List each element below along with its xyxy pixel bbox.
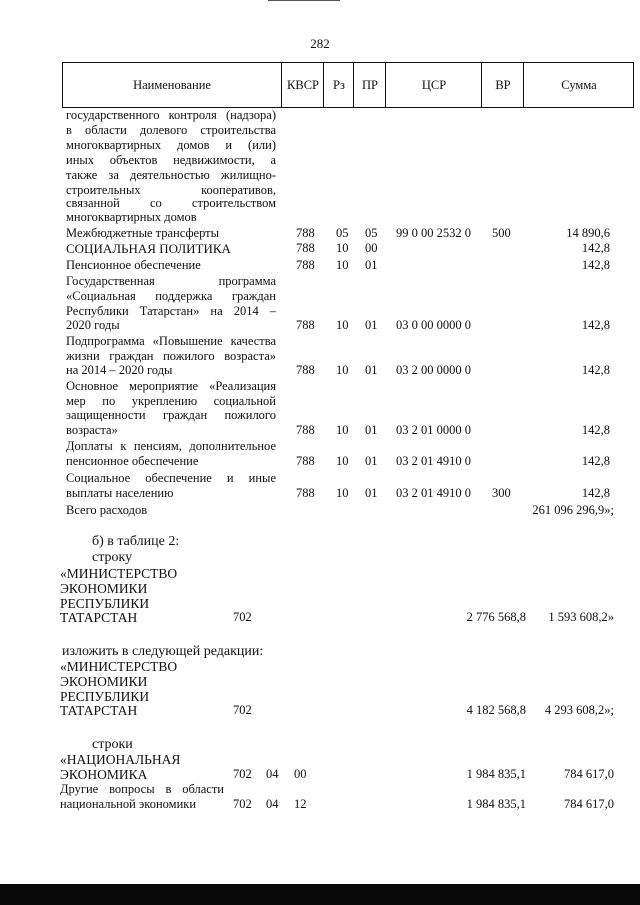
scan-border: [0, 884, 640, 905]
cell-rz: 10: [336, 486, 349, 500]
cell-rz: 10: [336, 241, 349, 255]
row-name: пенсионное обеспечение: [66, 454, 199, 468]
header-pr: ПР: [353, 63, 386, 107]
cell-vr: 300: [492, 486, 511, 500]
section-intro: б) в таблице 2:: [92, 534, 180, 549]
cell-pr: 01: [365, 363, 378, 377]
header-vr: ВР: [481, 63, 524, 107]
other-value-2: 784 617,0: [564, 797, 614, 811]
cell-rz: 10: [336, 258, 349, 272]
row-name: Республики Татарстан» на 2014 –: [66, 304, 276, 318]
name-line: государственного контроля (надзора): [66, 108, 276, 122]
row-name: Социальное обеспечение и иные: [66, 471, 276, 485]
nat-pr: 00: [294, 767, 307, 781]
name-line: многоквартирных домов и (или): [66, 138, 276, 152]
total-value: 261 096 296,9»;: [532, 503, 614, 517]
new-name-line: «МИНИСТЕРСТВО: [60, 659, 178, 674]
row-name: Основное мероприятие «Реализация: [66, 379, 276, 393]
cell-kvsr: 788: [296, 226, 315, 240]
cell-rz: 10: [336, 454, 349, 468]
cell-pr: 01: [365, 423, 378, 437]
row-name: «Социальная поддержка граждан: [66, 289, 276, 303]
scan-line: [310, 0, 332, 1]
cell-rz: 10: [336, 363, 349, 377]
nat-value-1: 1 984 835,1: [466, 767, 526, 781]
cell-csr: 03 2 01 4910 0: [396, 486, 471, 500]
cell-sum: 142,8: [581, 423, 610, 437]
cell-pr: 01: [365, 258, 378, 272]
cell-csr: 03 2 01 0000 0: [396, 423, 471, 437]
cell-pr: 01: [365, 454, 378, 468]
new-value-2: 4 293 608,2»;: [544, 703, 614, 717]
cell-csr: 03 2 01 4910 0: [396, 454, 471, 468]
cell-sum: 142,8: [581, 318, 610, 332]
row-name: Межбюджетные трансферты: [66, 226, 220, 240]
name-line: многоквартирных домов: [66, 210, 197, 224]
header-kvsr: КВСР: [281, 63, 324, 107]
table-header: [62, 62, 634, 108]
page-number: 282: [310, 36, 330, 51]
header-name: Наименование: [133, 78, 211, 92]
other-rz: 04: [266, 797, 279, 811]
total-label: Всего расходов: [66, 503, 148, 517]
old-name-line: РЕСПУБЛИКИ: [60, 596, 150, 611]
nat-rz: 04: [266, 767, 279, 781]
new-name-line: РЕСПУБЛИКИ: [60, 689, 150, 704]
other-name-line: национальной экономики: [60, 797, 197, 811]
nat-name-line: ЭКОНОМИКА: [60, 767, 148, 782]
nat-value-2: 784 617,0: [564, 767, 614, 781]
rows-label: строки: [92, 737, 133, 752]
row-name: защищенности граждан пожилого: [66, 408, 276, 422]
cell-kvsr: 788: [296, 486, 315, 500]
cell-vr: 500: [492, 226, 511, 240]
replace-text: изложить в следующей редакции:: [62, 644, 264, 659]
old-value-1: 2 776 568,8: [466, 610, 526, 624]
name-line: в области долевого строительства: [66, 123, 276, 137]
old-code: 702: [233, 610, 252, 624]
nat-name-line: «НАЦИОНАЛЬНАЯ: [60, 752, 181, 767]
other-name-line: Другие вопросы в области: [60, 782, 224, 796]
row-name: Пенсионное обеспечение: [66, 258, 201, 272]
cell-rz: 10: [336, 423, 349, 437]
cell-kvsr: 788: [296, 241, 315, 255]
cell-kvsr: 788: [296, 258, 315, 272]
other-code: 702: [233, 797, 252, 811]
cell-pr: 05: [365, 226, 378, 240]
nat-code: 702: [233, 767, 252, 781]
row-name: на 2014 – 2020 годы: [66, 363, 173, 377]
header-sum: Сумма: [523, 63, 634, 107]
row-name: СОЦИАЛЬНАЯ ПОЛИТИКА: [66, 241, 231, 256]
cell-sum: 142,8: [581, 486, 610, 500]
header-csr: ЦСР: [385, 63, 482, 107]
row-name: выплаты населению: [66, 486, 174, 500]
row-name: 2020 годы: [66, 318, 120, 332]
new-name-line: ТАТАРСТАН: [60, 703, 138, 718]
cell-pr: 01: [365, 486, 378, 500]
cell-kvsr: 788: [296, 318, 315, 332]
cell-sum: 14 890,6: [566, 226, 610, 240]
row-name: возраста»: [66, 423, 118, 437]
cell-sum: 142,8: [581, 363, 610, 377]
old-name-line: ТАТАРСТАН: [60, 610, 138, 625]
cell-sum: 142,8: [581, 241, 610, 255]
row-name: Подпрограмма «Повышение качества: [66, 334, 276, 348]
row-name: мер по укреплению социальной: [66, 394, 276, 408]
cell-rz: 05: [336, 226, 349, 240]
cell-pr: 00: [365, 241, 378, 255]
row-name: жизни граждан пожилого возраста»: [66, 349, 276, 363]
name-line: иных объектов недвижимости, а: [66, 153, 276, 167]
cell-rz: 10: [336, 318, 349, 332]
other-pr: 12: [294, 797, 307, 811]
old-name-line: «МИНИСТЕРСТВО: [60, 566, 178, 581]
old-value-2: 1 593 608,2»: [548, 610, 614, 624]
cell-kvsr: 788: [296, 363, 315, 377]
cell-csr: 99 0 00 2532 0: [396, 226, 471, 240]
old-name-line: ЭКОНОМИКИ: [60, 581, 148, 596]
cell-sum: 142,8: [581, 258, 610, 272]
other-value-1: 1 984 835,1: [466, 797, 526, 811]
row-name: Доплаты к пенсиям, дополнительное: [66, 439, 276, 453]
cell-pr: 01: [365, 318, 378, 332]
name-line: связанной со строительством: [66, 196, 276, 210]
row-label: строку: [92, 550, 133, 565]
cell-kvsr: 788: [296, 423, 315, 437]
cell-sum: 142,8: [581, 454, 610, 468]
cell-kvsr: 788: [296, 454, 315, 468]
header-rz: Рз: [323, 63, 354, 107]
new-code: 702: [233, 703, 252, 717]
row-name: Государственная программа: [66, 274, 276, 288]
new-name-line: ЭКОНОМИКИ: [60, 674, 148, 689]
cell-csr: 03 0 00 0000 0: [396, 318, 471, 332]
new-value-1: 4 182 568,8: [466, 703, 526, 717]
cell-csr: 03 2 00 0000 0: [396, 363, 471, 377]
name-line: также за деятельностью жилищно-: [66, 168, 276, 182]
name-line: строительных кооперативов,: [66, 183, 276, 197]
